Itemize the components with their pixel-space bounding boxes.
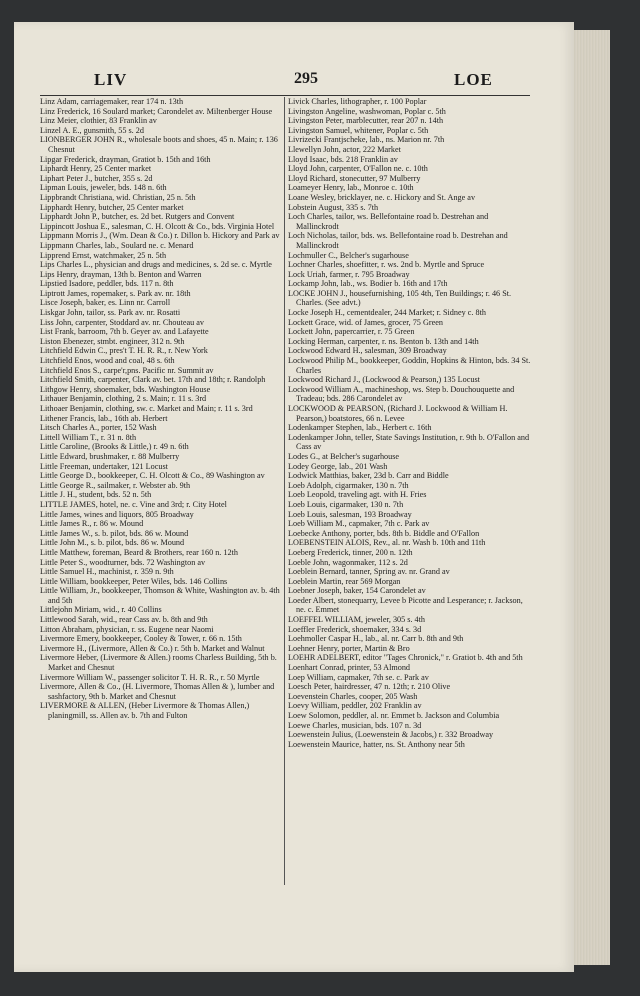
directory-entry: LOEBENSTEIN ALOIS, Rev., al. nr. Wash b. 10th and 11th — [288, 538, 486, 548]
directory-entry: Loebecke Anthony, porter, bds. 8th b. Biddle and O'Fallon — [288, 528, 480, 538]
directory-entry: Loch Nicholas, tailor, bds. ws. Bellefontaine road b. Destrehan and Mallinckrodt — [288, 231, 508, 250]
directory-entry: Lobstein August, 335 s. 7th — [288, 202, 379, 212]
directory-entry: Locke Joseph H., cementdealer, 244 Market; r. Sidney c. 8th — [288, 308, 486, 318]
directory-entry: LITTLE JAMES, hotel, ne. c. Vine and 3rd; r. City Hotel — [40, 499, 227, 509]
directory-entry: Loameyer Henry, lab., Monroe c. 10th — [288, 183, 414, 193]
directory-entry: Lipgar Frederick, drayman, Gratiot b. 15th and 16th — [40, 154, 211, 164]
directory-entry: Liphart Peter J., butcher, 355 s. 2d — [40, 173, 153, 183]
directory-entry: LOEFFEL WILLIAM, jeweler, 305 s. 4th — [288, 615, 426, 625]
directory-entry: Lipphardt Henry, butcher, 25 Center market — [40, 202, 184, 212]
directory-entry: Loeblein Bernard, tanner, Spring av. nr. Grand av — [288, 567, 450, 577]
directory-entry: Loeffler Frederick, shoemaker, 334 s. 3d — [288, 624, 422, 634]
directory-entry: Livermore Emery, bookkeeper, Cooley & Tower, r. 66 n. 15th — [40, 634, 242, 644]
directory-entry: Livermore Heber, (Livermore & Allen.) rooms Charless Building, 5th b. Market and Chesnut — [40, 653, 277, 673]
directory-entry: Loeb Adolph, cigarmaker, 130 n. 7th — [288, 480, 409, 490]
directory-entry: Little John M., s. b. pilot, bds. 86 w. Mound — [40, 538, 185, 548]
directory-entry: Lippbrandt Christiana, wid. Christian, 25 n. 5th — [40, 192, 196, 202]
directory-entry: Lock Uriah, farmer, r. 795 Broadway — [288, 269, 410, 279]
directory-entry: Lithener Francis, lab., 16th ab. Herbert — [40, 413, 168, 423]
directory-entry: Livick Charles, lithographer, r. 100 Poplar — [288, 97, 427, 106]
directory-entry: Lockett Grace, wid. of James, grocer, 75 Green — [288, 317, 443, 327]
directory-entry: Loewenstein Julius, (Loewenstein & Jacobs,) r. 332 Broadway — [288, 730, 494, 740]
directory-entry: Litchfield Enos, wood and coal, 48 s. 6th — [40, 356, 175, 366]
directory-entry: Livermore William W., passenger solicitor T. H. R. R., r. 50 Myrtle — [40, 672, 260, 682]
directory-entry: Linzel A. E., gunsmith, 55 s. 2d — [40, 125, 144, 135]
directory-entry: Loebner Joseph, baker, 154 Carondelet av — [288, 586, 426, 596]
directory-entry: Livingston Peter, marblecutter, rear 207 n. 14th — [288, 116, 444, 126]
page-number: 295 — [294, 70, 318, 87]
directory-entry: Livermore H., (Livermore, Allen & Co.) r. 5th b. Market and Walnut — [40, 643, 265, 653]
directory-entry: Lockwood William A., machineshop, ws. Step b. Douchouquette and Tradeau; bds. 286 Carondelet av — [288, 384, 515, 404]
directory-entry: Loesch Peter, hairdresser, 47 n. 12th; r. 210 Olive — [288, 682, 451, 692]
directory-entry: Locking Herman, carpenter, r. ns. Benton b. 13th and 14th — [288, 336, 479, 346]
directory-entry: Lipstied Isadore, peddler, bds. 117 n. 8th — [40, 279, 174, 289]
directory-entry: Loch Charles, tailor, ws. Bellefontaine road b. Destrehan and Mallinckrodt — [288, 212, 489, 231]
directory-entry: Loeder Albert, stonequarry, Levee b Picotte and Lesperance; r. Jackson, ne. c. Emmet — [288, 595, 523, 615]
directory-entry: Lockwood Philip M., bookkeeper, Goddin, Hopkins & Hinton, bds. 34 St. Charles — [288, 356, 531, 375]
directory-entry: Littlewood Sarah, wid., rear Cass av. b. 8th and 9th — [40, 615, 208, 625]
directory-entry: Littell William T., r. 31 n. 8th — [40, 432, 137, 442]
directory-entry: Loeb Leopold, traveling agt. with H. Fries — [288, 490, 427, 500]
directory-entry: Liston Ebenezer, stmbt. engineer, 312 n. 9th — [40, 336, 185, 346]
header-rule — [40, 95, 530, 96]
directory-entry: Litchfield Edwin C., pres't T. H. R. R., r. New York — [40, 346, 208, 356]
directory-entry: Loehner Henry, porter, Martin & Bro — [288, 643, 410, 653]
directory-entry: Lithgow Henry, shoemaker, bds. Washington House — [40, 384, 211, 394]
directory-entry: Lithoaer Benjamin, clothing, sw. c. Market and Main; r. 11 s. 3rd — [40, 404, 253, 413]
directory-entry: Lips Henry, drayman, 13th b. Benton and Warren — [40, 269, 202, 279]
directory-entry: Liphardt Henry, 25 Center market — [40, 164, 152, 174]
directory-entry: Liss John, carpenter, Stoddard av. nr. Chouteau av — [40, 317, 204, 327]
directory-entry: Lisce Joseph, baker, es. Linn nr. Carroll — [40, 298, 171, 308]
directory-entry: Linz Adam, carriagemaker, rear 174 n. 13th — [40, 97, 184, 106]
right-column — [288, 97, 532, 749]
directory-entry: Loevenstein Charles, cooper, 205 Wash — [288, 691, 418, 701]
directory-entry: LOCKE JOHN J., housefurnishing, 105 4th, Ten Buildings; r. 46 St. Charles. (See advt.) — [288, 288, 512, 308]
directory-entry: Little Peter S., woodturner, bds. 72 Washington av — [40, 557, 206, 567]
directory-entry: Little J. H., student, bds. 52 n. 5th — [40, 490, 152, 500]
directory-entry: Liskgar John, tailor, ss. Park av. nr. Rosatti — [40, 308, 181, 318]
directory-entry: Loevy William, peddler, 202 Franklin av — [288, 701, 422, 711]
directory-entry: Littlejohn Miriam, wid., r. 40 Collins — [40, 605, 162, 615]
directory-entry: List Frank, barroom, 7th b. Geyer av. and Lafayette — [40, 327, 209, 337]
directory-entry: Lockwood Edward H., salesman, 309 Broadway — [288, 346, 447, 356]
directory-entry: Loeblein Martin, rear 569 Morgan — [288, 576, 401, 586]
directory-entry: Lodenkamper John, teller, State Savings Institution, r. 9th b. O'Fallon and Cass av — [288, 432, 530, 452]
directory-entry: Lochmuller C., Belcher's sugarhouse — [288, 250, 409, 260]
directory-entry: Linz Frederick, 16 Soulard market; Carondelet av. Miltenberger House — [40, 106, 273, 116]
directory-entry: Litchfield Smith, carpenter, Clark av. bet. 17th and 18th; r. Randolph — [40, 375, 266, 385]
directory-entry: Loeb Louis, salesman, 193 Broadway — [288, 509, 412, 519]
directory-entry: Little Samuel H., machinist, r. 359 n. 9th — [40, 567, 174, 577]
directory-entry: Loehmoller Caspar H., lab., al. nr. Carr b. 8th and 9th — [288, 634, 464, 644]
directory-entry: Little James R., r. 86 w. Mound — [40, 519, 144, 529]
directory-entry: Little James W., s. b. pilot, bds. 86 w. Mound — [40, 528, 189, 538]
directory-entry: Loeb William M., capmaker, 7th c. Park av — [288, 519, 430, 529]
directory-entry: Lloyd John, carpenter, O'Fallon ne. c. 10th — [288, 164, 428, 174]
directory-entry: LIONBERGER JOHN R., wholesale boots and shoes, 45 n. Main; r. 136 Chesnut — [40, 135, 278, 154]
directory-entry: Loeb Louis, cigarmaker, 130 n. 7th — [288, 499, 404, 509]
directory-entry: Lithauer Benjamin, clothing, 2 s. Main; r. 11 s. 3rd — [40, 394, 207, 404]
directory-entry: Lippmann Morris J., (Wm. Dean & Co.) r. Dillon b. Hickory and Park av — [40, 231, 280, 241]
directory-entry: Lipprend Ernst, watchmaker, 25 n. 5th — [40, 250, 167, 260]
directory-entry: LOCKWOOD & PEARSON, (Richard J. Lockwood & William H. Pearson,) boatstores, 66 n. Levee — [288, 404, 508, 423]
directory-entry: Lipman Louis, jeweler, bds. 148 n. 6th — [40, 183, 167, 193]
directory-entry: Loenhart Conrad, printer, 53 Almond — [288, 663, 411, 673]
directory-entry: Lockwood Richard J., (Lockwood & Pearson,) 135 Locust — [288, 375, 480, 385]
left-column — [40, 97, 280, 721]
directory-entry: Lipphardt John P., butcher, es. 2d bet. Rutgers and Convent — [40, 212, 235, 222]
directory-entry: Little William, bookkeeper, Peter Wiles, bds. 146 Collins — [40, 576, 228, 586]
directory-entry: Little Matthew, foreman, Beard & Brothers, rear 160 n. 12th — [40, 547, 238, 557]
directory-entry: Lippincott Joshua E., salesman, C. H. Olcott & Co., bds. Virginia Hotel — [40, 221, 275, 231]
directory-entry: Lodenkamper Stephen, lab., Herbert c. 16th — [288, 423, 432, 433]
header-right-guide: LOE — [454, 70, 493, 89]
directory-entry: Little George R., sailmaker, r. Webster ab. 9th — [40, 480, 191, 490]
directory-entry: Litchfield Enos S., carpe'r,pns. Pacific nr. Summit av — [40, 365, 214, 375]
page-header — [44, 70, 544, 92]
header-left-guide: LIV — [94, 70, 128, 89]
column-divider — [284, 97, 285, 885]
directory-entry: Loew Solomon, peddler, al. nr. Emmet b. Jackson and Columbia — [288, 711, 500, 720]
directory-entry: Livrizecki Frantjscheke, lab., ns. Marion nr. 7th — [288, 135, 445, 145]
directory-entry: Litsch Charles A., porter, 152 Wash — [40, 423, 157, 433]
directory-entry: Lodey George, lab., 201 Wash — [288, 461, 388, 471]
directory-entry: Lochner Charles, shoefitter, r. ws. 2nd b. Myrtle and Spruce — [288, 260, 485, 270]
directory-entry: Loewenstein Maurice, hatter, ns. St. Anthony near 5th — [288, 739, 465, 749]
directory-entry: Lockett John, papercarrier, r. 75 Green — [288, 327, 415, 337]
directory-entry: Little William, Jr., bookkeeper, Thomson & White, Washington av. b. 4th and 5th — [40, 586, 280, 605]
directory-entry: Lips Charles L., physician and drugs and medicines, s. 2d se. c. Myrtle — [40, 260, 272, 270]
directory-entry: Loeberg Frederick, tinner, 200 n. 12th — [288, 547, 413, 557]
directory-entry: Little James, wines and liquors, 805 Broadway — [40, 509, 194, 519]
directory-entry: Linz Meier, clothier, 83 Franklin av — [40, 116, 157, 126]
directory-entry: LIVERMORE & ALLEN, (Heber Livermore & Thomas Allen,) planingmill, ss. Allen av. b. 7th and Fulton — [40, 701, 250, 720]
directory-entry: Little Freeman, undertaker, 121 Locust — [40, 461, 168, 471]
directory-entry: Lockamp John, lab., ws. Bodier b. 16th and 17th — [288, 279, 448, 289]
directory-entry: LOEHR ADELBERT, editor "Tages Chronick," r. Gratiot b. 4th and 5th — [288, 653, 523, 663]
directory-entry: Livingston Samuel, whitener, Poplar c. 5th — [288, 125, 429, 135]
directory-entry: Lippmann Charles, lab., Soulard ne. c. Menard — [40, 240, 194, 250]
directory-entry: Lodes G., at Belcher's sugarhouse — [288, 451, 400, 461]
directory-entry: Livingston Angeline, washwoman, Poplar c. 5th — [288, 106, 446, 116]
directory-entry: Loane Wesley, bricklayer, ne. c. Hickory and St. Ange av — [288, 192, 476, 202]
page-stack-edge — [574, 30, 610, 965]
directory-entry: Loeble John, wagonmaker, 112 s. 2d — [288, 557, 408, 567]
directory-entry: Loewe Charles, musician, bds. 107 n. 3d — [288, 720, 422, 730]
directory-entry: Liptrott James, ropemaker, s. Park av. nr. 18th — [40, 288, 191, 298]
directory-entry: Little George D., bookkeeper, C. H. Olcott & Co., 89 Washington av — [40, 471, 265, 481]
directory-entry: Llewellyn John, actor, 222 Market — [288, 144, 401, 154]
directory-entry: Loep William, capmaker, 7th se. c. Park av — [288, 672, 429, 682]
directory-entry: Litton Abraham, physician, r. ss. Eugene near Naomi — [40, 624, 214, 634]
directory-entry: Lloyd Isaac, bds. 218 Franklin av — [288, 154, 398, 164]
directory-entry: Little Caroline, (Brooks & Little,) r. 49 n. 6th — [40, 442, 189, 452]
directory-entry: Livermore, Allen & Co., (H. Livermore, Thomas Allen & ), lumber and sashfactory, 9th b. Market and Chesnut — [40, 682, 275, 701]
directory-entry: Lloyd Richard, stonecutter, 97 Mulberry — [288, 173, 421, 183]
directory-entry: Little Edward, brushmaker, r. 88 Mulberry — [40, 451, 180, 461]
directory-entry: Lodwick Matthias, baker, 23d b. Carr and Biddle — [288, 471, 449, 481]
